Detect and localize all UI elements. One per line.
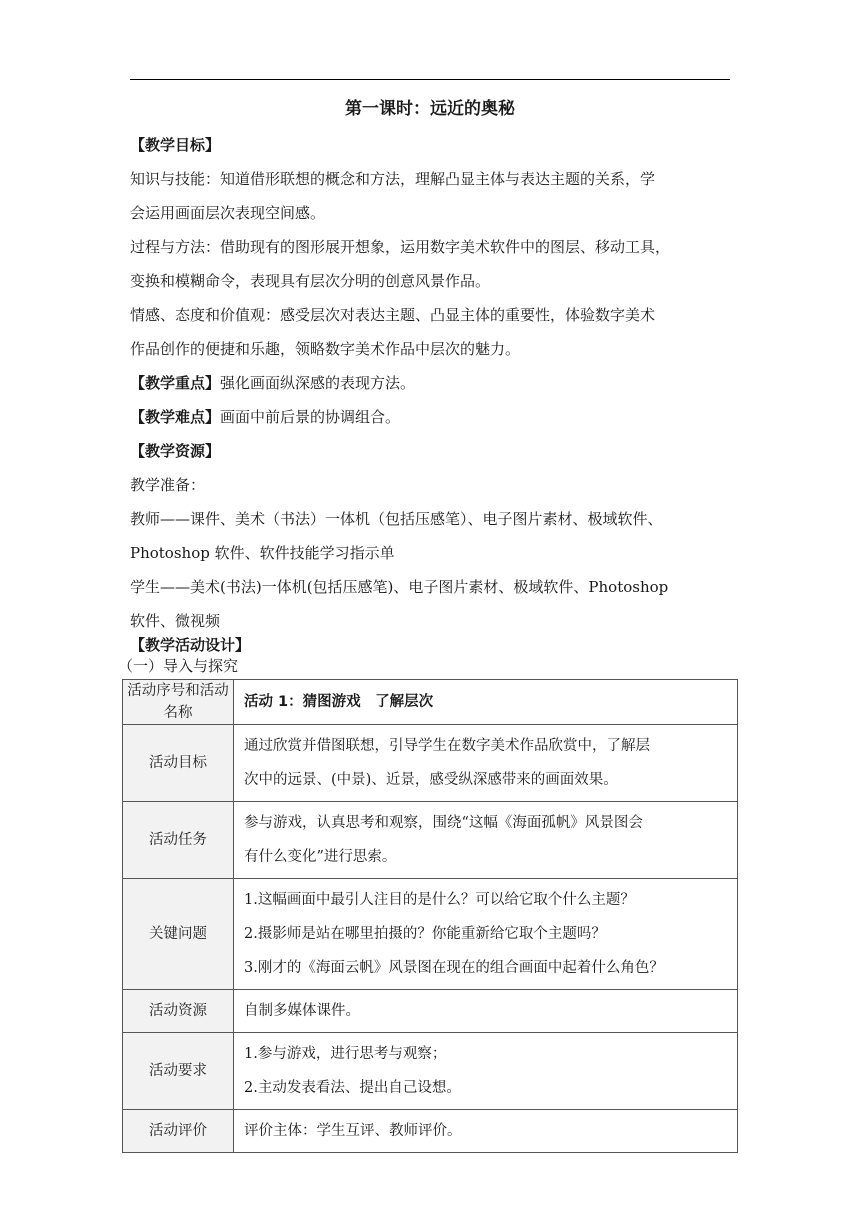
key-point-text: 强化画面纵深感的表现方法。 bbox=[220, 374, 416, 392]
requirements-value bbox=[234, 1033, 738, 1110]
objective-3-line-2: 作品创作的便捷和乐趣，领略数字美术作品中层次的魅力。 bbox=[130, 340, 521, 358]
question-2: 2.摄影师是站在哪里拍摄的？你能重新给它取个主题吗？ bbox=[244, 926, 606, 942]
activity-name-label: 活动序号和活动名称 bbox=[123, 680, 234, 725]
resources-value: 自制多媒体课件。 bbox=[234, 990, 738, 1033]
student-line-1: 学生——美术(书法)一体机(包括压感笔)、电子图片素材、极域软件、Photoshop bbox=[130, 578, 669, 596]
requirements-label: 活动要求 bbox=[123, 1033, 234, 1110]
table-row bbox=[123, 879, 738, 990]
prep-label: 教学准备： bbox=[130, 476, 206, 494]
objective-2-line-2: 变换和模糊命令，表现具有层次分明的创意风景作品。 bbox=[130, 272, 491, 290]
difficulty bbox=[130, 400, 730, 434]
header-rule bbox=[130, 79, 730, 80]
requirement-1: 1.参与游戏，进行思考与观察； bbox=[244, 1046, 447, 1062]
objective-2-line-1: 过程与方法：借助现有的图形展开想象，运用数字美术软件中的图层、移动工具， bbox=[130, 238, 671, 256]
evaluation-label: 活动评价 bbox=[123, 1110, 234, 1153]
table-row bbox=[123, 1033, 738, 1110]
difficulty-label: 【教学难点】 bbox=[130, 408, 221, 426]
difficulty-text: 画面中前后景的协调组合。 bbox=[220, 408, 401, 426]
objectives-section bbox=[130, 128, 730, 638]
objectives-heading: 【教学目标】 bbox=[130, 136, 221, 154]
goal-line-1: 通过欣赏并借图联想，引导学生在数字美术作品欣赏中，了解层 bbox=[244, 738, 650, 754]
goal-label: 活动目标 bbox=[123, 725, 234, 802]
evaluation-value: 评价主体：学生互评、教师评价。 bbox=[234, 1110, 738, 1153]
goal-line-2: 次中的远景、(中景)、近景，感受纵深感带来的画面效果。 bbox=[244, 772, 618, 788]
goal-value bbox=[234, 725, 738, 802]
task-label: 活动任务 bbox=[123, 802, 234, 879]
design-heading: 【教学活动设计】 bbox=[130, 636, 251, 654]
resources-heading: 【教学资源】 bbox=[130, 442, 221, 460]
question-1: 1.这幅画面中最引人注目的是什么？可以给它取个什么主题？ bbox=[244, 892, 635, 908]
question-3: 3.刚才的《海面云帆》风景图在现在的组合画面中起着什么角色？ bbox=[244, 960, 664, 976]
requirement-2: 2.主动发表看法、提出自己设想。 bbox=[244, 1080, 461, 1096]
student-line-2: 软件、微视频 bbox=[130, 612, 221, 630]
activity-table bbox=[122, 679, 738, 1153]
task-value bbox=[234, 802, 738, 879]
questions-value bbox=[234, 879, 738, 990]
resources-label: 活动资源 bbox=[123, 990, 234, 1033]
key-point-label: 【教学重点】 bbox=[130, 374, 221, 392]
section-label: （一）导入与探究 bbox=[118, 657, 239, 675]
table-row bbox=[123, 725, 738, 802]
teacher-line-1: 教师——课件、美术（书法）一体机（包括压感笔）、电子图片素材、极域软件、 bbox=[130, 510, 663, 528]
table-row bbox=[123, 990, 738, 1033]
lesson-title: 第一课时：远近的奥秘 bbox=[345, 99, 515, 119]
table-row bbox=[123, 680, 738, 725]
task-line-1: 参与游戏，认真思考和观察，围绕“这幅《海面孤帆》风景图会 bbox=[244, 815, 643, 831]
activity-name-value: 活动 1：猜图游戏 了解层次 bbox=[234, 680, 738, 725]
questions-label: 关键问题 bbox=[123, 879, 234, 990]
objective-1-line-1: 知识与技能：知道借形联想的概念和方法，理解凸显主体与表达主题的关系，学 bbox=[130, 170, 656, 188]
table-row bbox=[123, 802, 738, 879]
objective-3-line-1: 情感、态度和价值观：感受层次对表达主题、凸显主体的重要性，体验数字美术 bbox=[130, 306, 656, 324]
teacher-line-2: Photoshop 软件、软件技能学习指示单 bbox=[130, 544, 395, 562]
table-row bbox=[123, 1110, 738, 1153]
objective-1-line-2: 会运用画面层次表现空间感。 bbox=[130, 204, 326, 222]
task-line-2: 有什么变化”进行思索。 bbox=[244, 849, 397, 865]
key-point bbox=[130, 366, 730, 400]
